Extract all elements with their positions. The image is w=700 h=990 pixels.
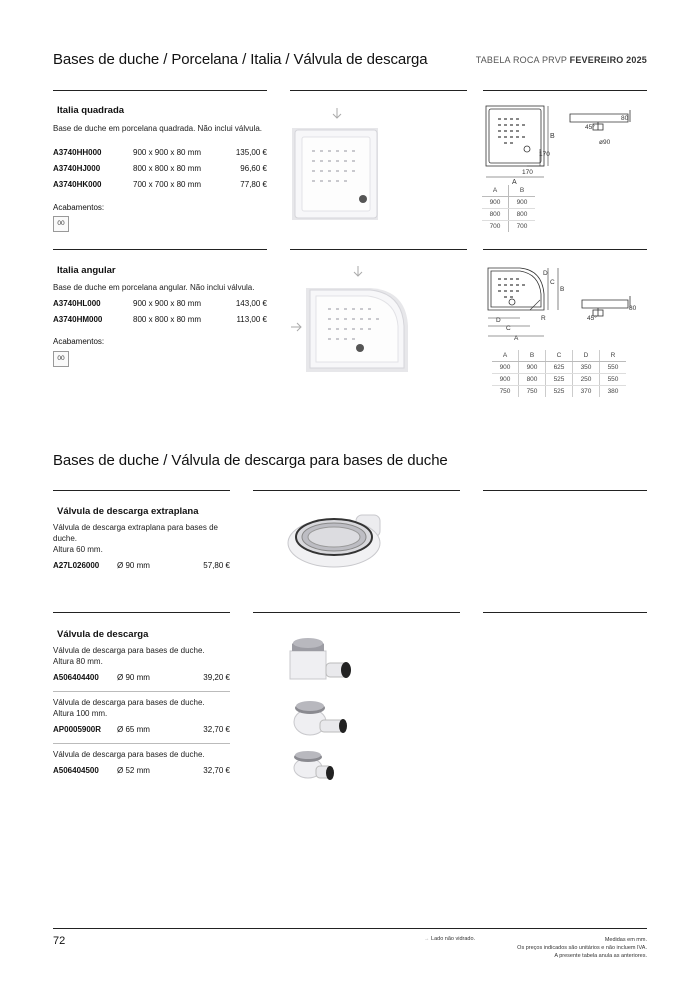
- product-price: 77,80 €: [240, 180, 267, 189]
- product-title: Válvula de descarga extraplana: [57, 506, 199, 517]
- dim-label-c-bottom: C: [506, 325, 511, 332]
- corner-tray-technical-drawing: [478, 260, 648, 345]
- product-price: 39,20 €: [203, 673, 230, 682]
- arrow-down-icon: [333, 108, 341, 118]
- footer-note: Medidas em mm.: [604, 937, 647, 943]
- table-row: [53, 180, 267, 192]
- divider: [483, 90, 647, 91]
- square-shower-tray-image: [290, 100, 390, 225]
- table-row: 700 700: [482, 221, 535, 233]
- dim-label-r: R: [541, 315, 546, 322]
- product-dimensions: 900 x 900 x 80 mm: [133, 299, 202, 308]
- catalog-edition: [476, 55, 647, 65]
- dimension-table: [482, 185, 535, 232]
- table-row: [53, 725, 230, 737]
- product-dimensions: 700 x 700 x 80 mm: [133, 180, 202, 189]
- finish-swatch[interactable]: 00: [53, 216, 69, 232]
- divider: [53, 691, 230, 692]
- arrow-right-icon: [291, 323, 301, 331]
- dim-label-diameter: ø90: [599, 139, 611, 146]
- table-header-row: A B C D R: [492, 350, 626, 362]
- product-dimensions: 900 x 900 x 80 mm: [133, 148, 202, 157]
- section-title: Bases de duche / Válvula de descarga para bases de duche: [53, 452, 448, 469]
- legend-text: Lado não vidrado.: [431, 936, 476, 942]
- product-price: 113,00 €: [236, 315, 267, 324]
- dimension-table: [492, 350, 626, 397]
- dim-label-c: C: [550, 279, 555, 286]
- product-price: 96,60 €: [240, 164, 267, 173]
- product-height: Altura 60 mm.: [53, 545, 103, 554]
- table-row: [53, 299, 267, 311]
- product-code: A3740HH000: [53, 148, 102, 157]
- variant-description: Válvula de descarga para bases de duche.: [53, 750, 205, 759]
- variant-description: Válvula de descarga para bases de duche.: [53, 646, 205, 655]
- product-code: A3740HJ000: [53, 164, 101, 173]
- finishes-label: Acabamentos:: [53, 203, 105, 212]
- variant-description: Válvula de descarga para bases de duche.: [53, 698, 205, 707]
- product-dimensions: Ø 52 mm: [117, 766, 150, 775]
- dim-label-a: A: [514, 335, 519, 342]
- arrow-down-icon: [354, 266, 362, 276]
- divider: [53, 612, 230, 613]
- product-price: 32,70 €: [203, 725, 230, 734]
- finishes-label: Acabamentos:: [53, 337, 105, 346]
- dim-label-170: 170: [522, 169, 533, 176]
- table-row: [53, 148, 267, 160]
- divider: [483, 249, 647, 250]
- legend: [424, 936, 475, 942]
- page-title: Bases de duche / Porcelana / Italia / Válvula de descarga: [53, 51, 428, 68]
- table-row: [53, 164, 267, 176]
- finish-swatch[interactable]: 00: [53, 351, 69, 367]
- table-row: [53, 315, 267, 327]
- product-price: 57,80 €: [203, 561, 230, 570]
- dim-label-b: B: [550, 133, 555, 140]
- footer-note: A presente tabela anula as anteriores.: [554, 953, 647, 959]
- footer-note: Os preços indicados são unitários e não incluem IVA.: [517, 945, 647, 951]
- product-description: Base de duche em porcelana quadrada. Não inclui válvula.: [53, 124, 263, 133]
- drain-valve-90-image: [286, 633, 356, 688]
- dim-label-d-bottom: D: [496, 317, 501, 324]
- product-dimensions: 800 x 800 x 80 mm: [133, 164, 202, 173]
- table-row: 900 800 525 250 550: [492, 374, 626, 386]
- product-price: 135,00 €: [235, 148, 267, 157]
- drain-valve-52-image: [288, 748, 358, 784]
- product-code: A506404500: [53, 766, 99, 775]
- variant-height: Altura 80 mm.: [53, 657, 103, 666]
- product-code: AP0005900R: [53, 725, 102, 734]
- divider: [253, 612, 460, 613]
- extraflat-drain-valve-image: [278, 505, 398, 580]
- dim-label-170-vertical: 170: [539, 151, 550, 158]
- variant-height: Altura 100 mm.: [53, 709, 108, 718]
- dim-label-d: D: [543, 270, 548, 277]
- table-header-row: A B: [482, 185, 535, 197]
- product-code: A506404400: [53, 673, 99, 682]
- divider: [53, 249, 267, 250]
- catalog-name: TABELA ROCA PRVP: [475, 55, 567, 65]
- footer-divider: [53, 928, 647, 929]
- dim-label-80: 80: [629, 305, 637, 312]
- table-row: [53, 561, 230, 573]
- divider: [53, 490, 230, 491]
- corner-shower-tray-image: [288, 260, 413, 380]
- divider: [53, 743, 230, 744]
- product-title: Italia angular: [57, 265, 116, 276]
- product-code: A27L026000: [53, 561, 100, 570]
- product-code: A3740HL000: [53, 299, 101, 308]
- dim-label-b: B: [560, 286, 565, 293]
- divider: [53, 90, 267, 91]
- product-dimensions: Ø 65 mm: [117, 725, 150, 734]
- page-number: 72: [53, 935, 66, 947]
- product-price: 143,00 €: [235, 299, 267, 308]
- product-price: 32,70 €: [203, 766, 230, 775]
- drain-hole: [356, 344, 364, 352]
- product-dimensions: Ø 90 mm: [117, 673, 150, 682]
- dim-label-45: 45°: [585, 124, 595, 131]
- product-code: A3740HM000: [53, 315, 103, 324]
- divider: [483, 490, 647, 491]
- divider: [290, 249, 467, 250]
- product-dimensions: 800 x 800 x 80 mm: [133, 315, 202, 324]
- product-description: Base de duche em porcelana angular. Não inclui válvula.: [53, 283, 255, 292]
- product-title: Italia quadrada: [57, 105, 125, 116]
- table-row: [53, 673, 230, 685]
- table-row: 900 900 625 350 550: [492, 362, 626, 374]
- table-row: 900 900: [482, 197, 535, 209]
- dim-label-a: A: [512, 179, 517, 186]
- divider: [290, 90, 467, 91]
- catalog-date: FEVEREIRO 2025: [569, 55, 647, 65]
- product-code: A3740HK000: [53, 180, 102, 189]
- product-description: Válvula de descarga extraplana para bases de duche.: [53, 523, 218, 543]
- divider: [253, 490, 460, 491]
- dim-label-45: 45°: [587, 315, 597, 322]
- drain-valve-65-image: [288, 696, 358, 741]
- divider: [483, 612, 647, 613]
- product-title: Válvula de descarga: [57, 629, 149, 640]
- table-row: [53, 766, 230, 778]
- footer-notes: [517, 936, 647, 960]
- arrow-right-icon: →: [424, 936, 430, 942]
- table-row: 750 750 525 370 380: [492, 386, 626, 398]
- drain-hole: [359, 195, 367, 203]
- product-dimensions: Ø 90 mm: [117, 561, 150, 570]
- table-row: 800 800: [482, 209, 535, 221]
- dim-label-80: 80: [621, 115, 629, 122]
